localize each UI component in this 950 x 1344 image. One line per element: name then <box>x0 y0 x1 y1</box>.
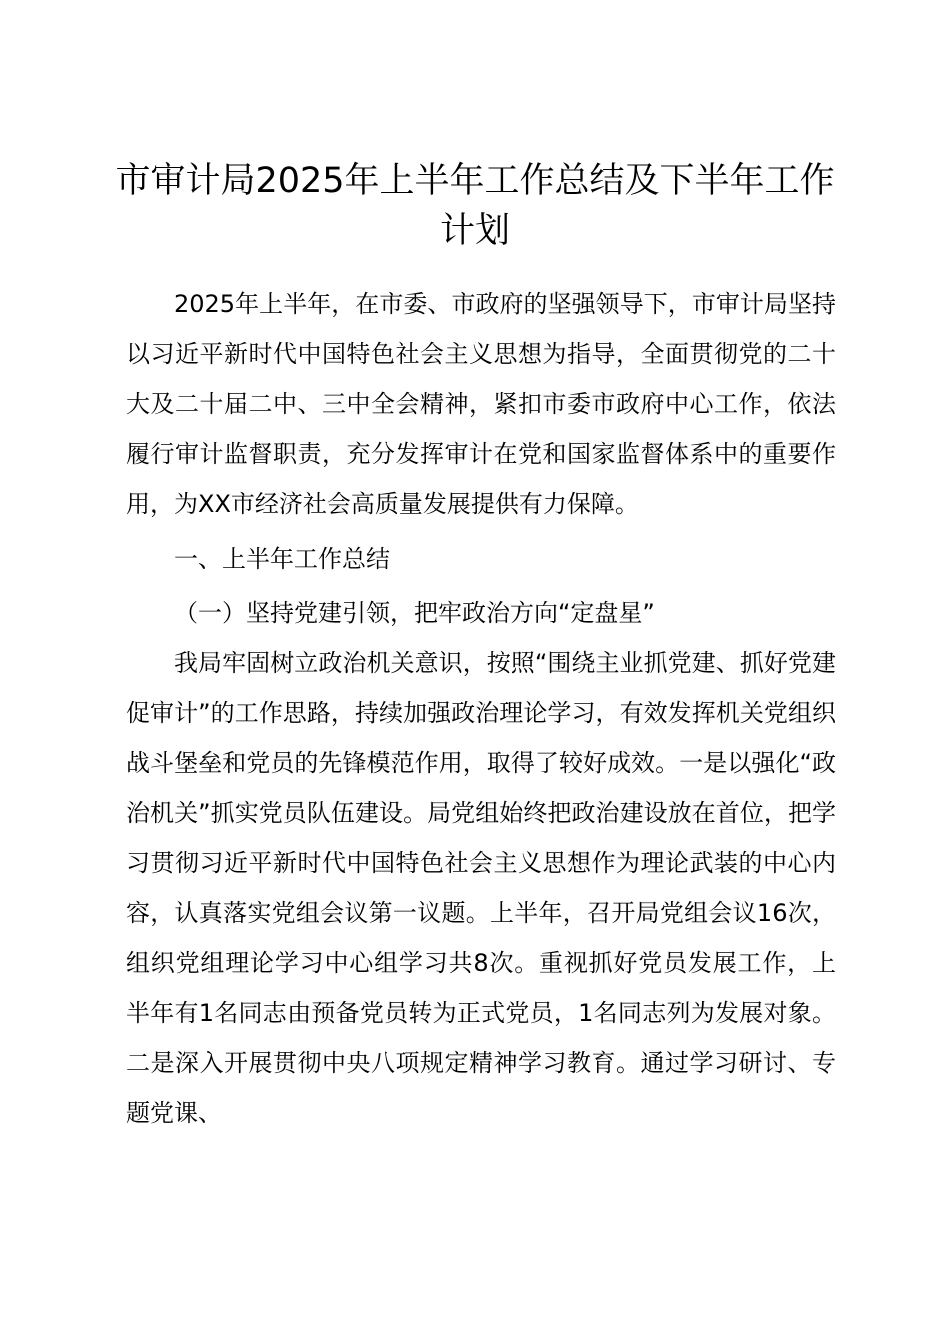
body-paragraph: 我局牢固树立政治机关意识，按照“围绕主业抓党建、抓好党建促审计”的工作思路，持续加强政治理论学习，有效发挥机关党组织战斗堡垒和党员的先锋模范作用，取得了较好成效。一是以强化“政治机关”抓实党员队伍建设。局党组始终把政治建设放在首位，把学习贯彻习近平新时代中国特色社会主义思想作为理论武装的中心内容，认真落实党组会议第一议题。上半年，召开局党组会议16次，组织党组理论学习中心组学习共8次。重视抓好党员发展工作，上半年有1名同志由预备党员转为正式党员，1名同志列为发展对象。二是深入开展贯彻中央八项规定精神学习教育。通过学习研讨、专题党课、 <box>126 649 836 1127</box>
subsection-heading: （一）坚持党建引领，把牢政治方向“定盘星” <box>174 599 655 628</box>
intro-paragraph: 2025年上半年，在市委、市政府的坚强领导下，市审计局坚持以习近平新时代中国特色社会主义思想为指导，全面贯彻党的二十大及二十届二中、三中全会精神，紧扣市委市政府中心工作，依法履行审计监督职责，充分发挥审计在党和国家监督体系中的重要作用，为XX市经济社会高质量发展提供有力保障。 <box>126 290 836 518</box>
document-body <box>126 280 836 1138</box>
section-heading: 一、上半年工作总结 <box>174 544 390 573</box>
document-title: 市审计局2025年上半年工作总结及下半年工作计划 <box>115 161 835 251</box>
